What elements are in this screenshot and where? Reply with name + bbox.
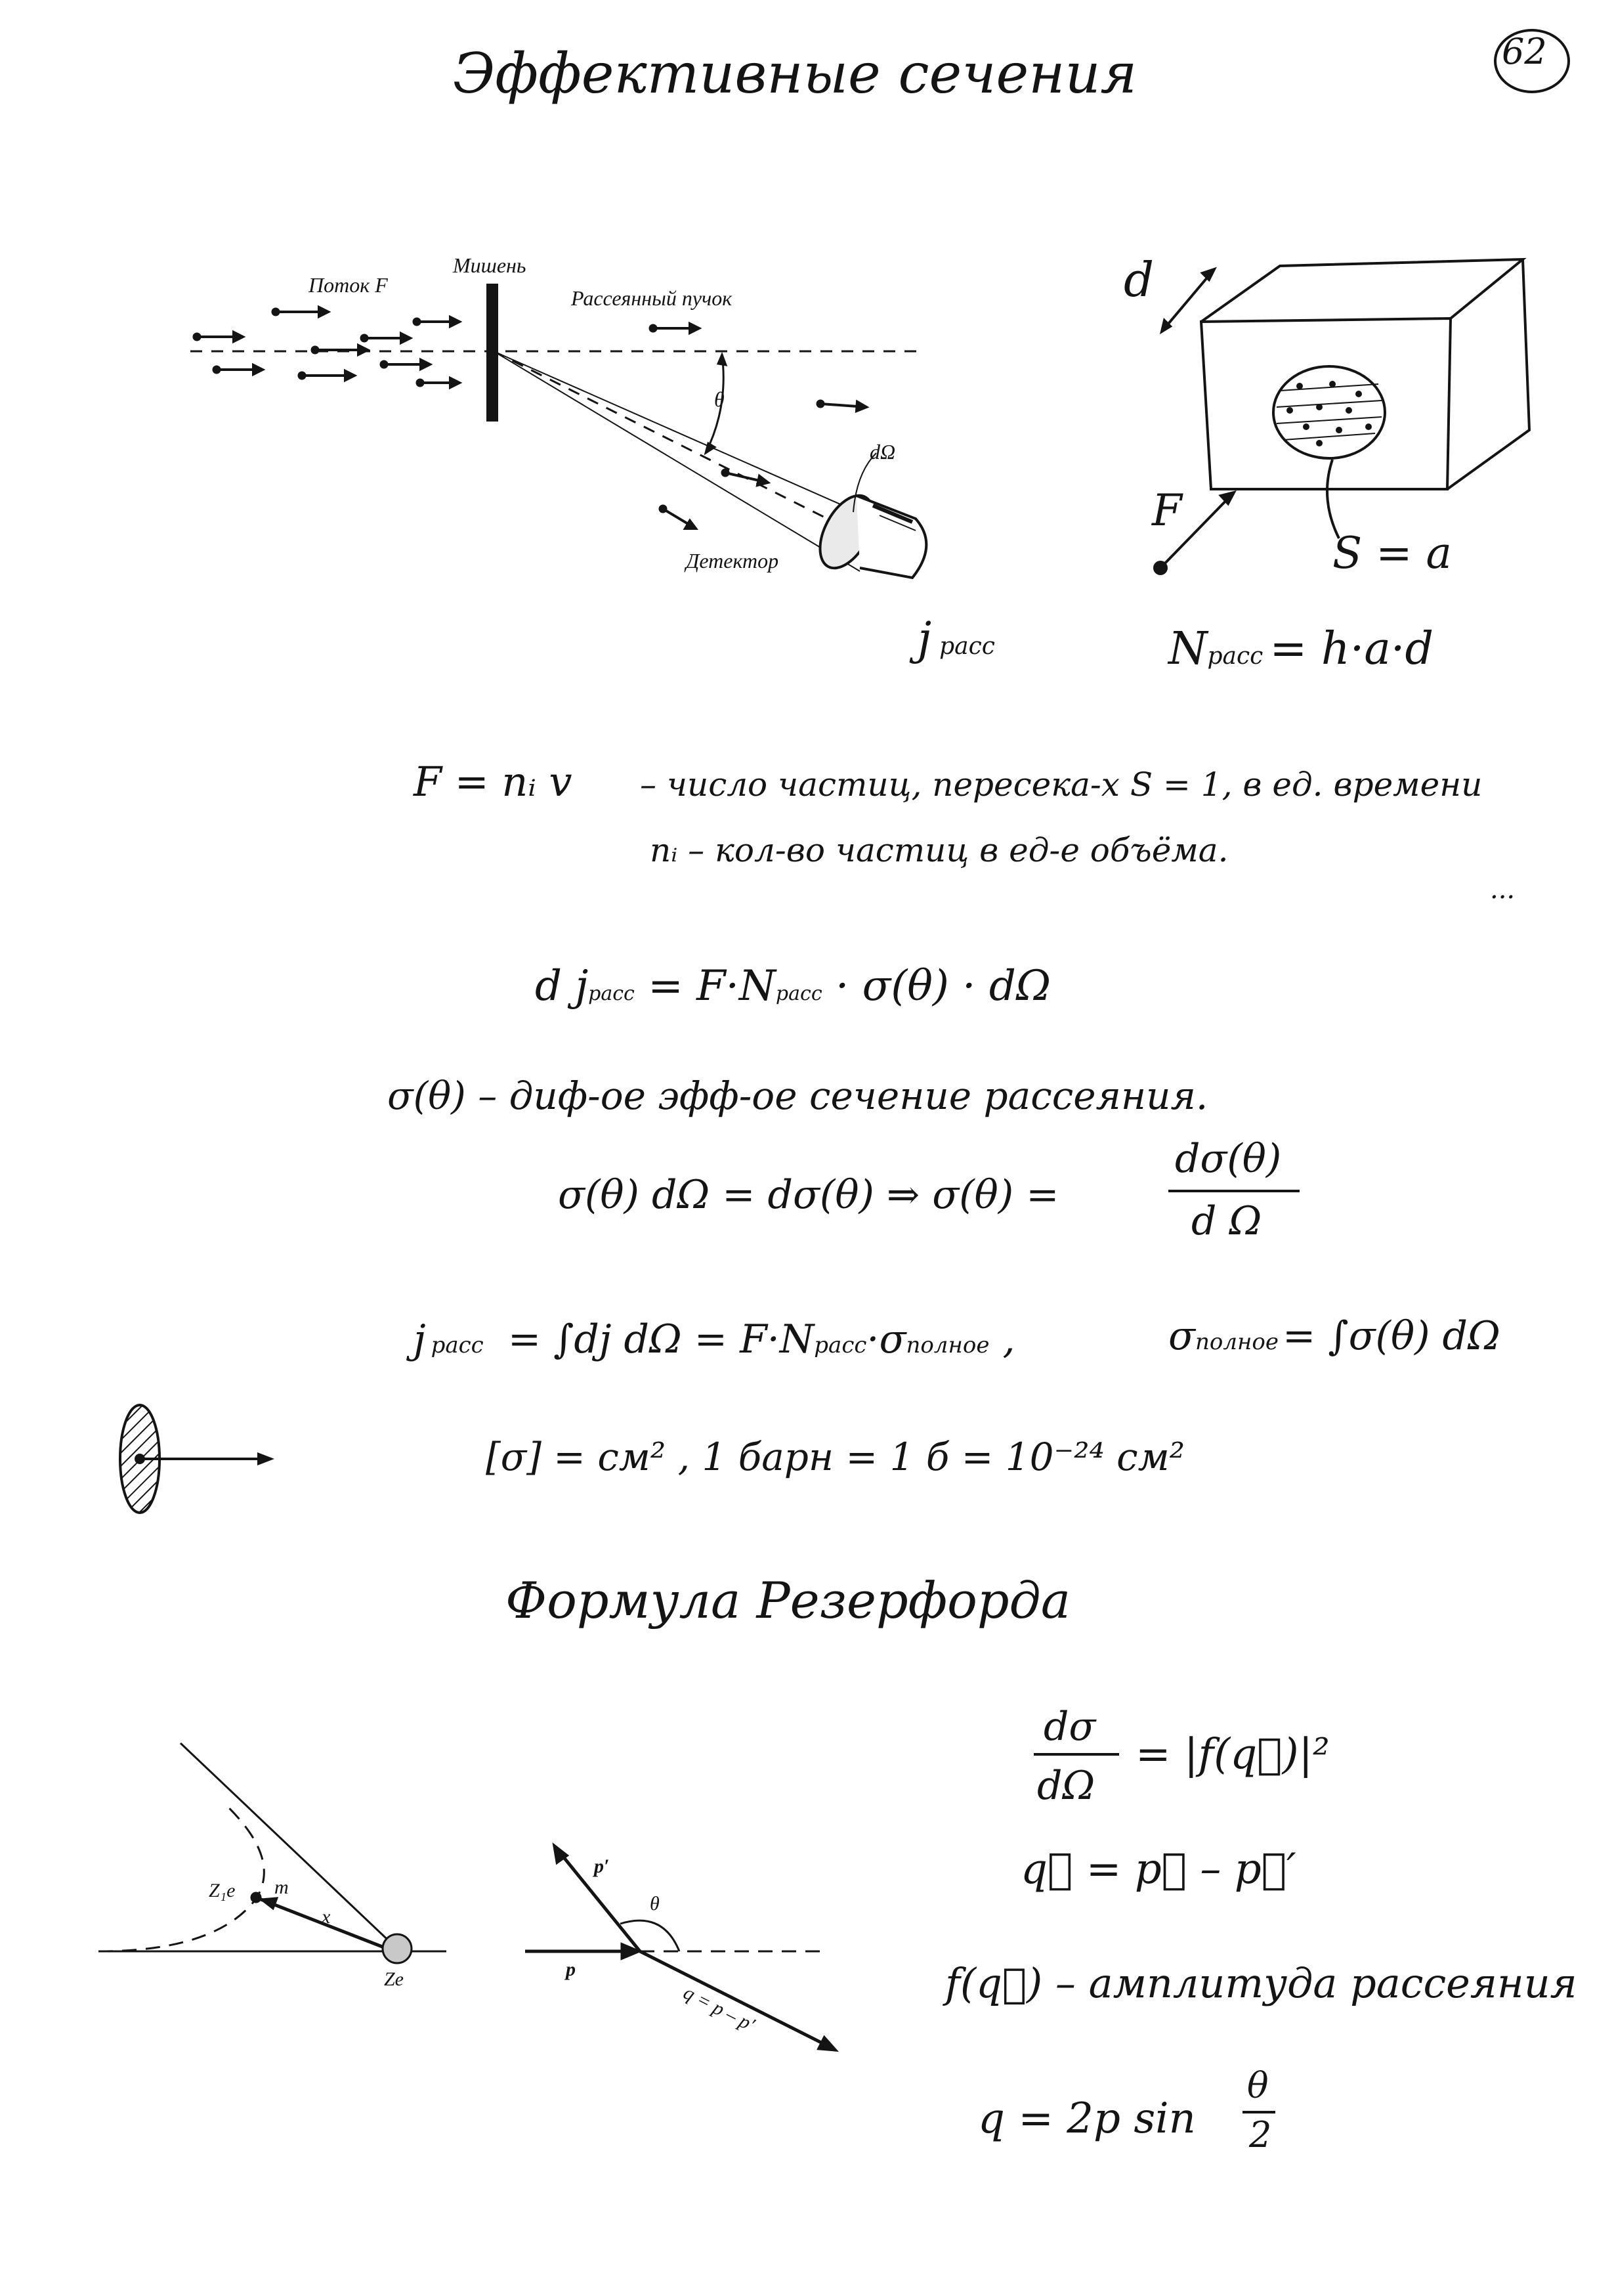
solid-angle-label: dΩ xyxy=(870,440,896,464)
x-label: x xyxy=(322,1906,331,1928)
rutherford-fraction-denominator: dΩ xyxy=(1037,1763,1095,1809)
theta-label: θ xyxy=(714,387,725,411)
rutherford-heading: Формула Резерфорда xyxy=(505,1571,1071,1630)
momentum-transfer-definition: q⃗ = p⃗ – p⃗′ xyxy=(1021,1845,1296,1894)
deflection-angle-label: θ xyxy=(650,1893,660,1915)
area-label: S = a xyxy=(1332,528,1452,578)
charge-label: Z₁e xyxy=(209,1880,236,1901)
j-subscript: расс xyxy=(939,633,995,660)
nucleus-label: Ze xyxy=(384,1968,404,1990)
total-flux-formula: jрасс = ∫dj dΩ = F·Nрасс·σполное , xyxy=(414,1316,1015,1362)
flux-label: Поток F xyxy=(308,273,388,297)
rutherford-fraction-numerator: dσ xyxy=(1044,1704,1096,1750)
thickness-label: d xyxy=(1124,252,1155,307)
n-scatter-formula: Nрасс = h·a·d xyxy=(1168,623,1434,675)
incoming-momentum-label: p xyxy=(566,1959,576,1980)
n-subscript: расс xyxy=(1207,643,1264,670)
jtotal-n-subscript: расс xyxy=(814,1332,867,1358)
sigma-equation: σ(θ) dΩ = dσ(θ) ⇒ σ(θ) = xyxy=(558,1172,1059,1218)
differential-flux-formula: d jрасс = F·Nрасс · σ(θ) · dΩ xyxy=(535,962,1051,1010)
flux-description: – число частиц, пересека-х S = 1, в ед. времени xyxy=(640,766,1483,804)
rutherford-equation-rhs: = |f(q⃗)|² xyxy=(1136,1730,1330,1779)
momentum-transfer-label: q = p – p′ xyxy=(679,1982,758,2036)
target-label: Мишень xyxy=(453,253,526,277)
scattering-amplitude-text: f(q⃗) – амплитуда рассеяния xyxy=(945,1959,1577,2007)
total-sigma-formula: σполное = ∫σ(θ) dΩ xyxy=(1168,1313,1500,1359)
total-sigma-subscript: полное xyxy=(1195,1329,1279,1355)
detector-label: Детектор xyxy=(686,549,779,573)
scattered-beam-label: Рассеянный пучок xyxy=(571,286,733,310)
q-magnitude-formula: q = 2p sin xyxy=(978,2094,1196,2143)
half-angle-numerator: θ xyxy=(1247,2065,1269,2106)
page-title: Эффективные сечения xyxy=(453,41,1137,106)
flux-formula: F = nᵢ v xyxy=(414,758,572,806)
sigma-fraction-denominator: d Ω xyxy=(1191,1198,1262,1244)
sigma-fraction-numerator: dσ(θ) xyxy=(1175,1136,1282,1182)
dj-subscript: расс xyxy=(588,982,635,1005)
sigma-definition: σ(θ) – диф-ое эфф-ое сечение рассеяния. xyxy=(387,1073,1208,1118)
units-formula: [σ] = см² , 1 барн = 1 б = 10⁻²⁴ см² xyxy=(486,1435,1185,1479)
density-description: nᵢ – кол-во частиц в ед-е объёма. xyxy=(650,831,1229,869)
page-number: 62 xyxy=(1502,31,1547,72)
j-label: jрасс xyxy=(918,613,995,665)
mass-label: m xyxy=(274,1876,289,1898)
outgoing-momentum-label: p′ xyxy=(594,1855,610,1877)
flux-F-label: F xyxy=(1152,485,1182,536)
jtotal-subscript: расс xyxy=(431,1332,484,1358)
dj-n-subscript: расс xyxy=(775,982,822,1005)
continuation-dots: ... xyxy=(1490,875,1516,905)
half-angle-denominator: 2 xyxy=(1249,2114,1272,2155)
jtotal-sigma-subscript: полное xyxy=(906,1332,990,1358)
